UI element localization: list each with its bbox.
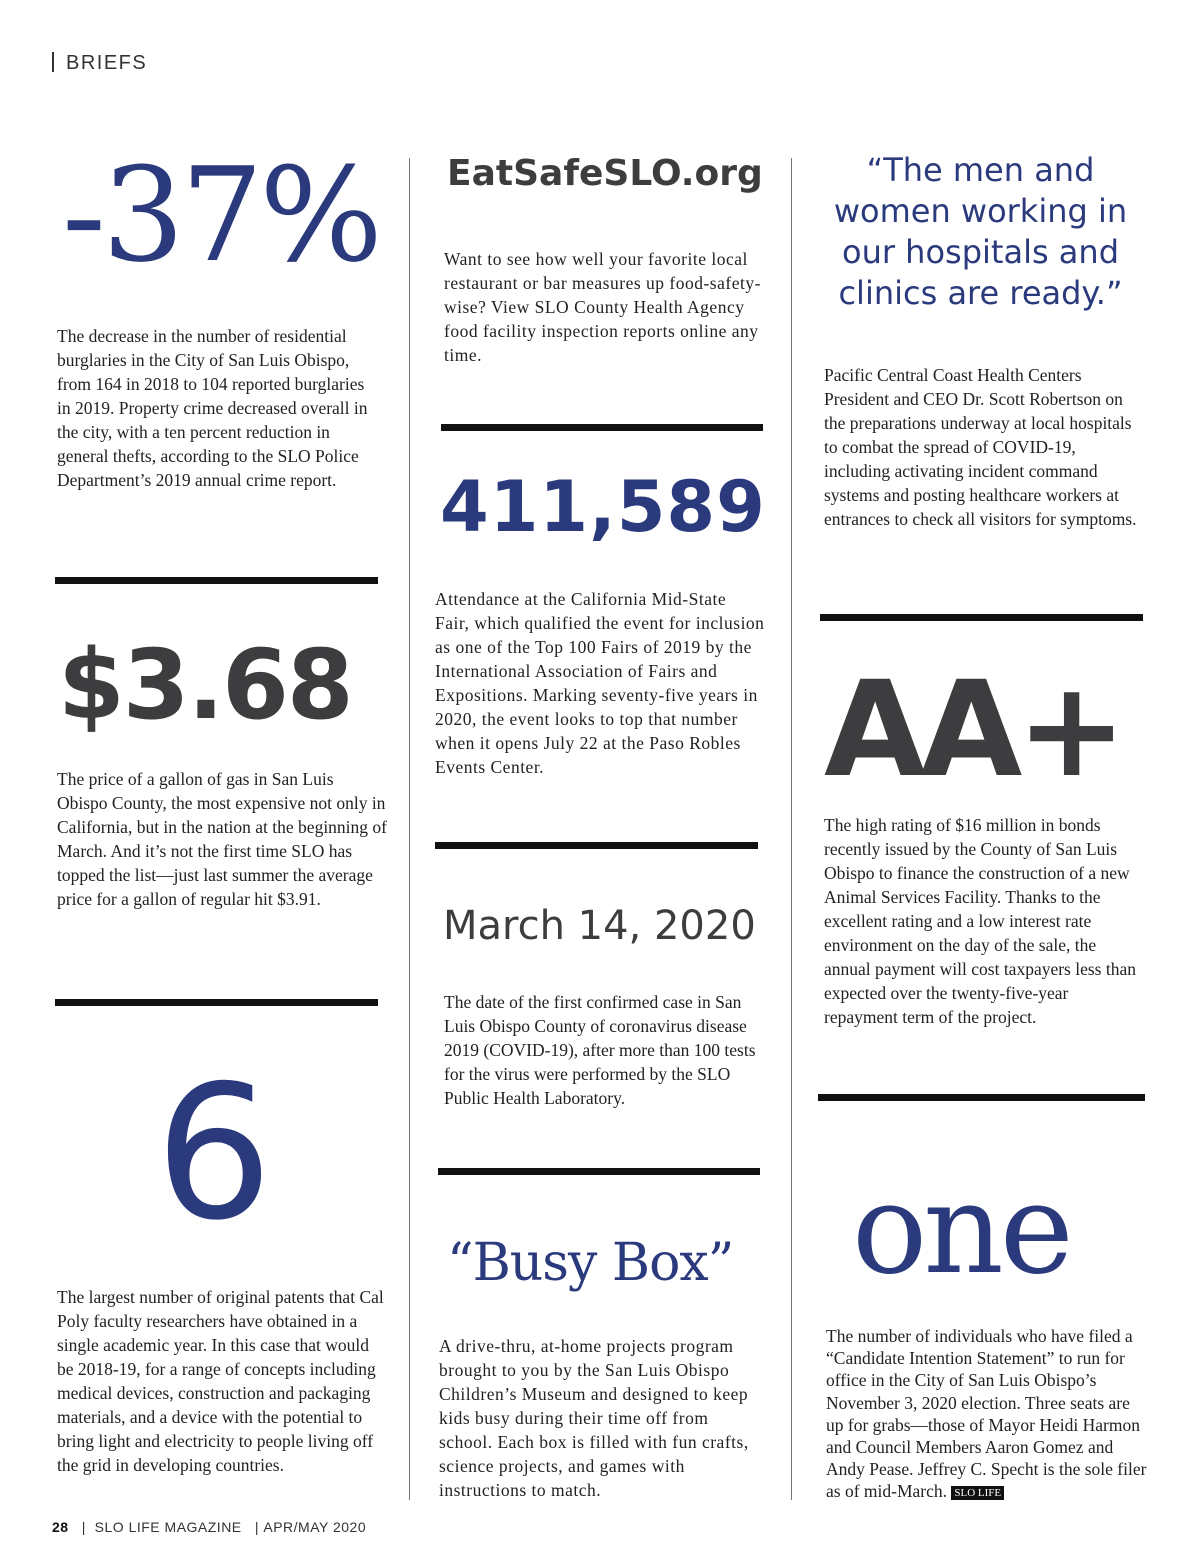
magazine-name: SLO LIFE MAGAZINE bbox=[94, 1519, 242, 1535]
page-number: 28 bbox=[52, 1519, 69, 1535]
hospitals-quote: “The men and women working in our hospitals and clinics are ready.” bbox=[833, 151, 1128, 312]
section-rule bbox=[55, 999, 378, 1006]
gas-price-figure: $3.68 bbox=[58, 629, 352, 741]
footer-divider: | bbox=[246, 1519, 264, 1535]
bond-rating-figure: AA+ bbox=[824, 653, 1121, 807]
issue-date: APR/MAY 2020 bbox=[263, 1519, 367, 1535]
section-title: BRIEFS bbox=[66, 52, 148, 74]
covid-date-text: The date of the first confirmed case in San Luis Obispo County of coronavirus disease 2019 (COVID-19), after more than 100 tests for the virus were performed by the SLO Public Health Laboratory. bbox=[444, 992, 756, 1108]
patents-text: The largest number of original patents that Cal Poly faculty researchers have obtained in a single academic year. In this case that would be 2018-19, for a range of concepts including medical devices, construction and packaging materials, and a device with the potential to bring light and electricity to people living off the grid in developing countries. bbox=[57, 1287, 384, 1475]
candidates-text-body: The number of individuals who have filed a “Candidate Intention Statement” to run for office in the City of San Luis Obispo’s November 3, 2020 election. Three seats are up for grabs—those of Mayor Heidi Harmon and Council Members Aaron Gomez and Andy Pease. Jeffrey C. Specht is the sole filer as of mid-March. bbox=[826, 1326, 1147, 1502]
section-rule bbox=[820, 614, 1143, 621]
busy-box-text: A drive-thru, at-home projects program brought to you by the San Luis Obispo Children’s Museum and designed to keep kids busy during their time off from school. Each box is filled with fun crafts, science projects, and games with instructions to match. bbox=[439, 1336, 749, 1500]
footer-divider: | bbox=[72, 1519, 95, 1535]
burglary-stat-text: The decrease in the number of residential burglaries in the City of San Luis Obispo, from 164 in 2018 to 104 reported burglaries in 2019. Property crime decreased overall in the city, with a ten percent reduction in general thefts, according to the SLO Police Department’s 2019 annual crime report. bbox=[57, 326, 368, 490]
candidates-figure: one bbox=[852, 1157, 1070, 1302]
hospitals-quote-text: Pacific Central Coast Health Centers President and CEO Dr. Scott Robertson on the preparations underway at local hospitals to combat the spread of COVID-19, including activating incident command systems and posting healthcare workers at entrances to check all visitors for symptoms. bbox=[824, 365, 1137, 529]
eatsafe-figure: EatSafeSLO.org bbox=[447, 153, 763, 194]
bond-rating-text: The high rating of $16 million in bonds recently issued by the County of San Luis Obispo to finance the construction of a new Animal Services Facility. Thanks to the excellent rating and a low interest rate environment on the day of the sale, the annual payment will cost taxpayers less than expected over the twenty-five-year repayment term of the project. bbox=[824, 815, 1137, 1027]
page-footer bbox=[52, 1519, 366, 1535]
patents-figure: 6 bbox=[155, 1045, 273, 1261]
section-rule bbox=[55, 577, 378, 584]
section-rule bbox=[818, 1094, 1145, 1101]
covid-date-figure: March 14, 2020 bbox=[443, 903, 756, 949]
section-rule bbox=[435, 842, 758, 849]
slo-life-end-mark: SLO LIFE bbox=[951, 1486, 1004, 1500]
candidates-text bbox=[826, 1325, 1148, 1503]
attendance-text: Attendance at the California Mid-State Fair, which qualified the event for inclusion as one of the Top 100 Fairs of 2019 by the International Association of Fairs and Expositions. Marking seventy-five years in 2020, the event looks to top that number when it opens July 22 at the Paso Robles Events Center. bbox=[435, 589, 765, 777]
section-rule bbox=[438, 1168, 760, 1175]
gas-price-text: The price of a gallon of gas in San Luis Obispo County, the most expensive not only in California, but in the nation at the beginning of March. And it’s not the first time SLO has topped the list—just last summer the average price for a gallon of regular hit $3.91. bbox=[57, 769, 387, 909]
burglary-stat-figure: -37% bbox=[62, 139, 379, 291]
section-rule bbox=[441, 424, 763, 431]
eatsafe-text: Want to see how well your favorite local restaurant or bar measures up food-safety-wise? View SLO County Health Agency food facility inspection reports online any time. bbox=[444, 249, 761, 365]
attendance-figure: 411,589 bbox=[440, 466, 766, 548]
busy-box-figure: “Busy Box” bbox=[447, 1233, 734, 1293]
section-header bbox=[52, 52, 147, 75]
column-divider-left bbox=[409, 158, 410, 1500]
header-divider bbox=[52, 52, 54, 72]
column-divider-right bbox=[791, 158, 792, 1500]
